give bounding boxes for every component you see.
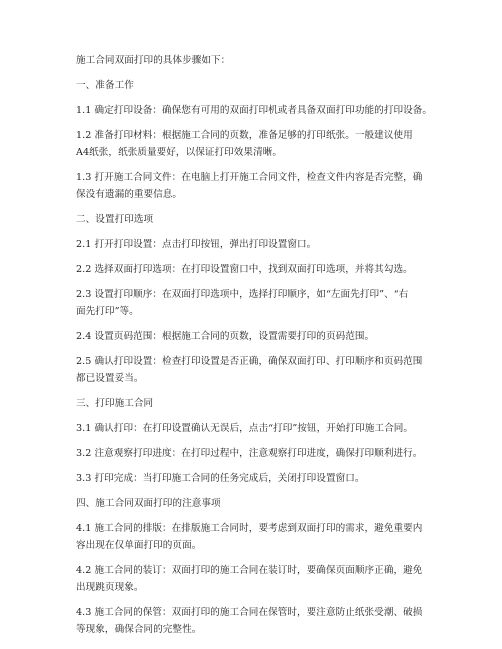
list-item xyxy=(76,236,436,253)
section-heading xyxy=(76,211,436,228)
intro-paragraph xyxy=(76,52,436,69)
list-item-line: A4纸张，纸张质量要好，以保证打印效果清晰。 xyxy=(76,147,283,158)
list-item xyxy=(76,353,436,387)
list-item-line: 2.5 确认打印设置：检查打印设置是否正确，确保双面打印、打印顺序和页码范围 xyxy=(76,356,423,367)
document-body xyxy=(76,52,436,646)
section-heading-text: 一、准备工作 xyxy=(76,80,134,91)
list-item-line: 面先打印”等。 xyxy=(76,306,139,317)
list-item-line: 1.3 打开施工合同文件：在电脑上打开施工合同文件，检查文件内容是否完整，确 xyxy=(76,172,423,183)
list-item xyxy=(76,127,436,161)
section-heading-text: 四、施工合同双面打印的注意事项 xyxy=(76,498,221,509)
list-item-line: 3.3 打印完成：当打印施工合同的任务完成后，关闭打印设置窗口。 xyxy=(76,473,365,484)
list-item-line: 4.1 施工合同的排版：在排版施工合同时，要考虑到双面打印的需求，避免重要内 xyxy=(76,523,423,534)
list-item-line: 1.2 准备打印材料：根据施工合同的页数，准备足够的打印纸张。一般建议使用 xyxy=(76,130,413,141)
list-item-line: 出现跳页现象。 xyxy=(76,582,144,593)
list-item-line: 3.2 注意观察打印进度：在打印过程中，注意观察打印进度，确保打印顺利进行。 xyxy=(76,448,423,459)
list-item xyxy=(76,286,436,320)
list-item-line: 2.4 设置页码范围：根据施工合同的页数，设置需要打印的页码范围。 xyxy=(76,331,375,342)
list-item xyxy=(76,520,436,554)
list-item-line: 2.2 选择双面打印选项：在打印设置窗口中，找到双面打印选项，并将其勾选。 xyxy=(76,264,413,275)
list-item-line: 2.3 设置打印顺序：在双面打印选项中，选择打印顺序，如“左面先打印”、“右 xyxy=(76,289,409,300)
list-item xyxy=(76,328,436,345)
list-item-line: 容出现在仅单面打印的页面。 xyxy=(76,540,202,551)
section-heading xyxy=(76,77,436,94)
list-item-line: 4.2 施工合同的装订：双面打印的施工合同在装订时，要确保页面顺序正确，避免 xyxy=(76,565,423,576)
list-item-line: 2.1 打开打印设置：点击打印按钮，弹出打印设置窗口。 xyxy=(76,239,317,250)
list-item-line: 保没有遗漏的重要信息。 xyxy=(76,189,183,200)
list-item xyxy=(76,562,436,596)
list-item xyxy=(76,420,436,437)
section-heading xyxy=(76,395,436,412)
list-item xyxy=(76,604,436,638)
list-item-line: 等现象，确保合同的完整性。 xyxy=(76,624,202,635)
list-item xyxy=(76,445,436,462)
section-heading xyxy=(76,495,436,512)
intro-line: 施工合同双面打印的具体步骤如下： xyxy=(76,55,231,66)
list-item-line: 1.1 确定打印设备：确保您有可用的双面打印机或者具备双面打印功能的打印设备。 xyxy=(76,105,433,116)
list-item xyxy=(76,261,436,278)
section-heading-text: 三、打印施工合同 xyxy=(76,398,154,409)
list-item-line: 3.1 确认打印：在打印设置确认无误后，点击“打印”按钮，开始打印施工合同。 xyxy=(76,423,414,434)
list-item-line: 4.3 施工合同的保管：双面打印的施工合同在保管时，要注意防止纸张受潮、破损 xyxy=(76,607,423,618)
list-item xyxy=(76,470,436,487)
list-item xyxy=(76,102,436,119)
list-item xyxy=(76,169,436,203)
section-heading-text: 二、设置打印选项 xyxy=(76,214,154,225)
list-item-line: 都已设置妥当。 xyxy=(76,373,144,384)
